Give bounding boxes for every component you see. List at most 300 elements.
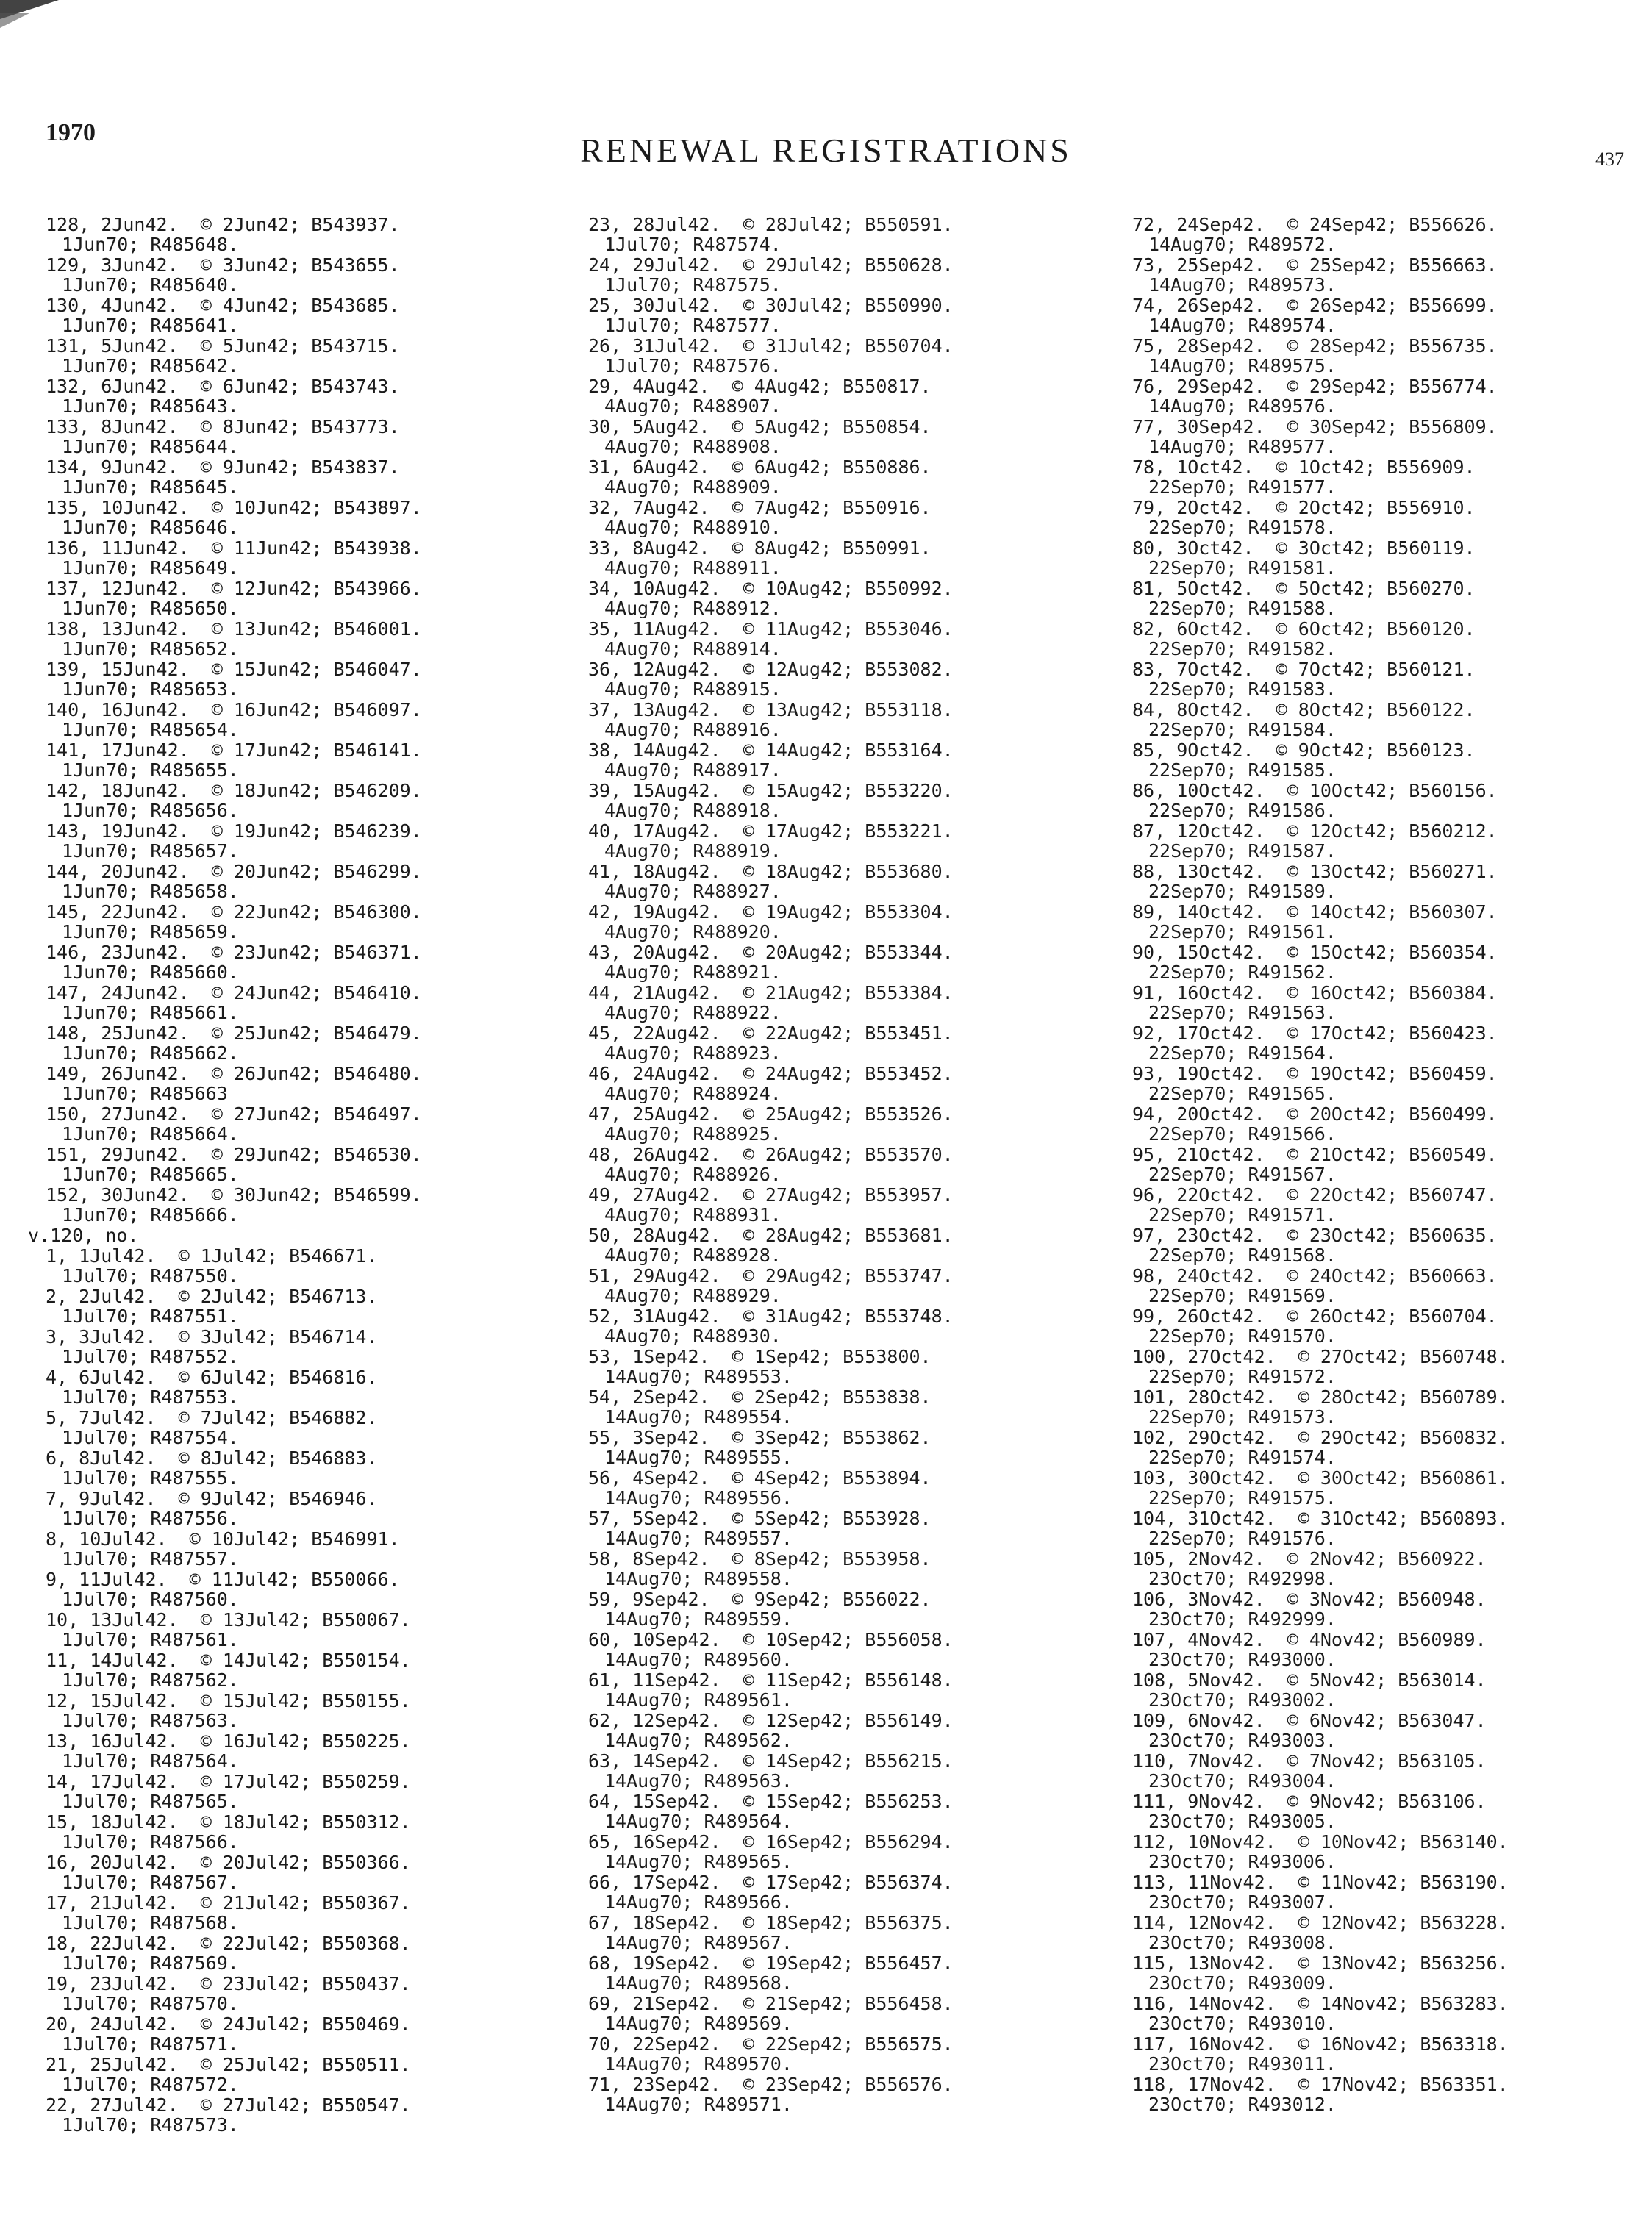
entry-renewal-line: 14Aug70; R489571. — [604, 2094, 793, 2115]
entry-registration-line: 24, 29Jul42. © 29Jul42; B550628. — [588, 254, 954, 276]
entry-registration-line: 57, 5Sep42. © 5Sep42; B553928. — [588, 1508, 932, 1529]
entry-renewal-line: 4Aug70; R488910. — [604, 517, 782, 538]
entry-registration-line: 110, 7Nov42. © 7Nov42; B563105. — [1132, 1750, 1487, 1772]
entry-registration-line: 103, 30Oct42. © 30Oct42; B560861. — [1132, 1467, 1509, 1489]
entry-registration-line: 47, 25Aug42. © 25Aug42; B553526. — [588, 1103, 954, 1125]
entry-renewal-line: 1Jun70; R485642. — [62, 355, 239, 376]
entry-renewal-line: 23Oct70; R493005. — [1148, 1811, 1337, 1832]
entry-registration-line: 22, 27Jul42. © 27Jul42; B550547. — [46, 2094, 411, 2116]
entry-registration-line: 38, 14Aug42. © 14Aug42; B553164. — [588, 740, 954, 761]
registration-entry — [46, 2095, 546, 2136]
entry-renewal-line: 14Aug70; R489574. — [1148, 315, 1337, 336]
volume-heading: v.120, no. — [28, 1225, 139, 1246]
entry-renewal-line: 14Aug70; R489565. — [604, 1851, 793, 1872]
entry-registration-line: 141, 17Jun42. © 17Jun42; B546141. — [46, 740, 422, 761]
registration-entry — [46, 1185, 546, 1225]
registration-entry — [588, 1589, 1088, 1630]
registration-entry — [1132, 1185, 1632, 1225]
entry-registration-line: 100, 27Oct42. © 27Oct42; B560748. — [1132, 1346, 1509, 1367]
registration-entry — [588, 902, 1088, 942]
entry-registration-line: 7, 9Jul42. © 9Jul42; B546946. — [46, 1488, 378, 1509]
entry-registration-line: 138, 13Jun42. © 13Jun42; B546001. — [46, 618, 422, 640]
registration-entry — [588, 1630, 1088, 1670]
registration-entry — [46, 862, 546, 902]
registration-entry — [46, 821, 546, 862]
entry-registration-line: 34, 10Aug42. © 10Aug42; B550992. — [588, 578, 954, 599]
registration-entry — [588, 700, 1088, 740]
entry-renewal-line: 23Oct70; R493002. — [1148, 1689, 1337, 1711]
page-number: 437 — [1595, 148, 1624, 170]
registration-entry — [46, 336, 546, 376]
entry-renewal-line: 4Aug70; R488914. — [604, 638, 782, 659]
entry-registration-line: 112, 10Nov42. © 10Nov42; B563140. — [1132, 1831, 1509, 1853]
entry-renewal-line: 1Jul70; R487563. — [62, 1710, 239, 1731]
registration-entry — [1132, 1468, 1632, 1508]
registration-entry — [588, 740, 1088, 781]
entry-registration-line: 99, 26Oct42. © 26Oct42; B560704. — [1132, 1306, 1498, 1327]
entry-renewal-line: 14Aug70; R489558. — [604, 1568, 793, 1589]
entry-registration-line: 63, 14Sep42. © 14Sep42; B556215. — [588, 1750, 954, 1772]
entry-registration-line: 114, 12Nov42. © 12Nov42; B563228. — [1132, 1912, 1509, 1933]
registration-entry — [588, 1266, 1088, 1306]
entry-renewal-line: 22Sep70; R491569. — [1148, 1285, 1337, 1306]
registration-entry — [46, 659, 546, 700]
registration-entry — [588, 296, 1088, 336]
entry-renewal-line: 22Sep70; R491571. — [1148, 1204, 1337, 1225]
registration-entry — [1132, 498, 1632, 538]
registration-entry — [1132, 579, 1632, 619]
entry-renewal-line: 1Jun70; R485662. — [62, 1042, 239, 1064]
entry-registration-line: 13, 16Jul42. © 16Jul42; B550225. — [46, 1730, 411, 1752]
entry-registration-line: 143, 19Jun42. © 19Jun42; B546239. — [46, 820, 422, 842]
registration-entry — [1132, 417, 1632, 457]
entry-registration-line: 61, 11Sep42. © 11Sep42; B556148. — [588, 1669, 954, 1691]
registration-entry — [1132, 862, 1632, 902]
entry-registration-line: 107, 4Nov42. © 4Nov42; B560989. — [1132, 1629, 1487, 1650]
entry-renewal-line: 1Jun70; R485652. — [62, 638, 239, 659]
registration-entry — [588, 1145, 1088, 1185]
entry-registration-line: 2, 2Jul42. © 2Jul42; B546713. — [46, 1286, 378, 1307]
entry-renewal-line: 14Aug70; R489555. — [604, 1447, 793, 1468]
entry-renewal-line: 14Aug70; R489575. — [1148, 355, 1337, 376]
registration-entry — [588, 457, 1088, 498]
entry-registration-line: 79, 2Oct42. © 2Oct42; B556910. — [1132, 497, 1476, 518]
entry-registration-line: 68, 19Sep42. © 19Sep42; B556457. — [588, 1953, 954, 1974]
entry-renewal-line: 1Jul70; R487575. — [604, 274, 782, 296]
entry-registration-line: 140, 16Jun42. © 16Jun42; B546097. — [46, 699, 422, 720]
registration-entry — [588, 1508, 1088, 1549]
entry-registration-line: 33, 8Aug42. © 8Aug42; B550991. — [588, 537, 932, 559]
entry-renewal-line: 22Sep70; R491573. — [1148, 1406, 1337, 1428]
registration-entry — [1132, 1145, 1632, 1185]
entry-registration-line: 137, 12Jun42. © 12Jun42; B543966. — [46, 578, 422, 599]
registration-entry — [1132, 1792, 1632, 1832]
entry-registration-line: 75, 28Sep42. © 28Sep42; B556735. — [1132, 335, 1498, 357]
registration-entry — [1132, 1630, 1632, 1670]
entry-renewal-line: 23Oct70; R493007. — [1148, 1891, 1337, 1913]
entry-renewal-line: 1Jul70; R487568. — [62, 1912, 239, 1933]
entry-renewal-line: 22Sep70; R491574. — [1148, 1447, 1337, 1468]
registration-entry — [46, 498, 546, 538]
entry-renewal-line: 23Oct70; R492999. — [1148, 1608, 1337, 1630]
entry-renewal-line: 22Sep70; R491589. — [1148, 881, 1337, 902]
entry-registration-line: 132, 6Jun42. © 6Jun42; B543743. — [46, 376, 400, 397]
registration-entry — [588, 1225, 1088, 1266]
registration-entry — [46, 942, 546, 983]
entry-renewal-line: 22Sep70; R491582. — [1148, 638, 1337, 659]
entry-registration-line: 55, 3Sep42. © 3Sep42; B553862. — [588, 1427, 932, 1448]
entry-registration-line: 130, 4Jun42. © 4Jun42; B543685. — [46, 295, 400, 316]
entry-registration-line: 74, 26Sep42. © 26Sep42; B556699. — [1132, 295, 1498, 316]
registration-entry — [46, 740, 546, 781]
entry-registration-line: 152, 30Jun42. © 30Jun42; B546599. — [46, 1184, 422, 1206]
entry-registration-line: 14, 17Jul42. © 17Jul42; B550259. — [46, 1771, 411, 1792]
entry-renewal-line: 22Sep70; R491583. — [1148, 679, 1337, 700]
entry-renewal-line: 22Sep70; R491563. — [1148, 1002, 1337, 1023]
entry-registration-line: 65, 16Sep42. © 16Sep42; B556294. — [588, 1831, 954, 1853]
entry-renewal-line: 14Aug70; R489556. — [604, 1487, 793, 1508]
registration-entry — [588, 1347, 1088, 1387]
registration-entry — [588, 1994, 1088, 2034]
entry-registration-line: 77, 30Sep42. © 30Sep42; B556809. — [1132, 416, 1498, 437]
registration-entry — [1132, 740, 1632, 781]
entry-registration-line: 21, 25Jul42. © 25Jul42; B550511. — [46, 2054, 411, 2075]
registration-entry — [46, 1731, 546, 1772]
registration-entry — [1132, 1064, 1632, 1104]
entry-registration-line: 80, 3Oct42. © 3Oct42; B560119. — [1132, 537, 1476, 559]
entry-renewal-line: 1Jul70; R487557. — [62, 1548, 239, 1570]
registration-entry — [1132, 1913, 1632, 1953]
entry-registration-line: 10, 13Jul42. © 13Jul42; B550067. — [46, 1609, 411, 1631]
registration-entry — [588, 862, 1088, 902]
entry-registration-line: 151, 29Jun42. © 29Jun42; B546530. — [46, 1144, 422, 1165]
registration-entry — [46, 1529, 546, 1570]
registration-entry — [46, 700, 546, 740]
entry-registration-line: 111, 9Nov42. © 9Nov42; B563106. — [1132, 1791, 1487, 1812]
entry-registration-line: 90, 15Oct42. © 15Oct42; B560354. — [1132, 942, 1498, 963]
page-header — [0, 0, 1652, 206]
registration-entry — [1132, 1306, 1632, 1347]
entry-registration-line: 67, 18Sep42. © 18Sep42; B556375. — [588, 1912, 954, 1933]
registration-entry — [46, 983, 546, 1023]
registration-entry — [588, 215, 1088, 255]
entry-registration-line: 42, 19Aug42. © 19Aug42; B553304. — [588, 901, 954, 923]
entry-registration-line: 48, 26Aug42. © 26Aug42; B553570. — [588, 1144, 954, 1165]
entry-renewal-line: 14Aug70; R489573. — [1148, 274, 1337, 296]
entry-registration-line: 135, 10Jun42. © 10Jun42; B543897. — [46, 497, 422, 518]
entry-renewal-line: 22Sep70; R491564. — [1148, 1042, 1337, 1064]
entry-renewal-line: 22Sep70; R491586. — [1148, 800, 1337, 821]
registration-entry — [46, 1286, 546, 1327]
entry-renewal-line: 4Aug70; R488926. — [604, 1164, 782, 1185]
registration-entry — [1132, 821, 1632, 862]
entry-renewal-line: 14Aug70; R489569. — [604, 2013, 793, 2034]
registration-entry — [588, 781, 1088, 821]
entry-registration-line: 46, 24Aug42. © 24Aug42; B553452. — [588, 1063, 954, 1084]
registration-entry — [46, 2014, 546, 2055]
entry-renewal-line: 14Aug70; R489554. — [604, 1406, 793, 1428]
entry-renewal-line: 1Jul70; R487565. — [62, 1791, 239, 1812]
entry-renewal-line: 23Oct70; R493006. — [1148, 1851, 1337, 1872]
registration-entry — [1132, 1387, 1632, 1428]
entry-registration-line: 36, 12Aug42. © 12Aug42; B553082. — [588, 659, 954, 680]
entry-registration-line: 115, 13Nov42. © 13Nov42; B563256. — [1132, 1953, 1509, 1974]
entry-registration-line: 134, 9Jun42. © 9Jun42; B543837. — [46, 457, 400, 478]
entry-registration-line: 142, 18Jun42. © 18Jun42; B546209. — [46, 780, 422, 801]
registration-entry — [588, 1953, 1088, 1994]
entry-renewal-line: 1Jun70; R485644. — [62, 436, 239, 457]
entry-registration-line: 50, 28Aug42. © 28Aug42; B553681. — [588, 1225, 954, 1246]
entry-renewal-line: 1Jun70; R485664. — [62, 1123, 239, 1145]
entry-renewal-line: 1Jul70; R487560. — [62, 1589, 239, 1610]
entry-registration-line: 71, 23Sep42. © 23Sep42; B556576. — [588, 2074, 954, 2095]
entry-registration-line: 82, 6Oct42. © 6Oct42; B560120. — [1132, 618, 1476, 640]
entry-registration-line: 148, 25Jun42. © 25Jun42; B546479. — [46, 1023, 422, 1044]
registration-entry — [46, 1064, 546, 1104]
entry-renewal-line: 1Jul70; R487573. — [62, 2114, 239, 2136]
registration-entry — [588, 336, 1088, 376]
entry-registration-line: 12, 15Jul42. © 15Jul42; B550155. — [46, 1690, 411, 1711]
entry-registration-line: 62, 12Sep42. © 12Sep42; B556149. — [588, 1710, 954, 1731]
entry-registration-line: 26, 31Jul42. © 31Jul42; B550704. — [588, 335, 954, 357]
registration-entry — [588, 255, 1088, 296]
registration-entry — [588, 1872, 1088, 1913]
entry-registration-line: 3, 3Jul42. © 3Jul42; B546714. — [46, 1326, 378, 1347]
registration-entry — [46, 1853, 546, 1893]
entry-registration-line: 149, 26Jun42. © 26Jun42; B546480. — [46, 1063, 422, 1084]
entry-renewal-line: 4Aug70; R488923. — [604, 1042, 782, 1064]
entry-registration-line: 43, 20Aug42. © 20Aug42; B553344. — [588, 942, 954, 963]
entry-renewal-line: 23Oct70; R492998. — [1148, 1568, 1337, 1589]
entry-renewal-line: 23Oct70; R493012. — [1148, 2094, 1337, 2115]
entry-renewal-line: 1Jun70; R485643. — [62, 395, 239, 417]
entry-registration-line: 91, 16Oct42. © 16Oct42; B560384. — [1132, 982, 1498, 1003]
entry-renewal-line: 4Aug70; R488915. — [604, 679, 782, 700]
entry-registration-line: 5, 7Jul42. © 7Jul42; B546882. — [46, 1407, 378, 1428]
entry-registration-line: 15, 18Jul42. © 18Jul42; B550312. — [46, 1811, 411, 1833]
entry-renewal-line: 22Sep70; R491578. — [1148, 517, 1337, 538]
registration-entry — [46, 1933, 546, 1974]
entry-renewal-line: 14Aug70; R489572. — [1148, 234, 1337, 255]
entry-registration-line: 92, 17Oct42. © 17Oct42; B560423. — [1132, 1023, 1498, 1044]
registration-entry — [1132, 700, 1632, 740]
entry-renewal-line: 22Sep70; R491562. — [1148, 962, 1337, 983]
registration-entry — [46, 1650, 546, 1691]
registration-entry — [46, 255, 546, 296]
entry-renewal-line: 22Sep70; R491568. — [1148, 1245, 1337, 1266]
entry-registration-line: 128, 2Jun42. © 2Jun42; B543937. — [46, 214, 400, 235]
entry-renewal-line: 23Oct70; R493010. — [1148, 2013, 1337, 2034]
entry-renewal-line: 22Sep70; R491587. — [1148, 840, 1337, 862]
entry-registration-line: 73, 25Sep42. © 25Sep42; B556663. — [1132, 254, 1498, 276]
entry-registration-line: 76, 29Sep42. © 29Sep42; B556774. — [1132, 376, 1498, 397]
entry-registration-line: 45, 22Aug42. © 22Aug42; B553451. — [588, 1023, 954, 1044]
registration-entry — [588, 1832, 1088, 1872]
entry-renewal-line: 4Aug70; R488916. — [604, 719, 782, 740]
entry-registration-line: 44, 21Aug42. © 21Aug42; B553384. — [588, 982, 954, 1003]
entry-registration-line: 113, 11Nov42. © 11Nov42; B563190. — [1132, 1872, 1509, 1893]
entry-renewal-line: 4Aug70; R488912. — [604, 598, 782, 619]
registration-entry — [1132, 1023, 1632, 1064]
entry-renewal-line: 14Aug70; R489561. — [604, 1689, 793, 1711]
entry-renewal-line: 1Jun70; R485640. — [62, 274, 239, 296]
entry-registration-line: 93, 19Oct42. © 19Oct42; B560459. — [1132, 1063, 1498, 1084]
registration-entry — [46, 376, 546, 417]
entry-registration-line: 19, 23Jul42. © 23Jul42; B550437. — [46, 1973, 411, 1994]
registration-entry — [46, 215, 546, 255]
registration-entry — [588, 1549, 1088, 1589]
entry-registration-line: 139, 15Jun42. © 15Jun42; B546047. — [46, 659, 422, 680]
registration-entry — [1132, 255, 1632, 296]
registration-entry — [46, 296, 546, 336]
registration-entry — [588, 498, 1088, 538]
entry-renewal-line: 23Oct70; R493008. — [1148, 1932, 1337, 1953]
entry-registration-line: 145, 22Jun42. © 22Jun42; B546300. — [46, 901, 422, 923]
entry-renewal-line: 22Sep70; R491584. — [1148, 719, 1337, 740]
registration-entry — [1132, 296, 1632, 336]
registration-entry — [588, 417, 1088, 457]
registration-entry — [46, 619, 546, 659]
entry-renewal-line: 1Jul70; R487574. — [604, 234, 782, 255]
registration-entry — [588, 579, 1088, 619]
entry-renewal-line: 14Aug70; R489577. — [1148, 436, 1337, 457]
entry-renewal-line: 22Sep70; R491575. — [1148, 1487, 1337, 1508]
entry-registration-line: 60, 10Sep42. © 10Sep42; B556058. — [588, 1629, 954, 1650]
entry-renewal-line: 1Jul70; R487566. — [62, 1831, 239, 1853]
entry-renewal-line: 22Sep70; R491572. — [1148, 1366, 1337, 1387]
entry-registration-line: 30, 5Aug42. © 5Aug42; B550854. — [588, 416, 932, 437]
registration-entry — [1132, 1994, 1632, 2034]
entry-renewal-line: 23Oct70; R493004. — [1148, 1770, 1337, 1792]
registration-entry — [1132, 659, 1632, 700]
entry-registration-line: 101, 28Oct42. © 28Oct42; B560789. — [1132, 1386, 1509, 1408]
entry-renewal-line: 1Jun70; R485655. — [62, 759, 239, 781]
entry-renewal-line: 22Sep70; R491576. — [1148, 1528, 1337, 1549]
entry-renewal-line: 4Aug70; R488909. — [604, 476, 782, 498]
entry-renewal-line: 4Aug70; R488925. — [604, 1123, 782, 1145]
entry-renewal-line: 14Aug70; R489553. — [604, 1366, 793, 1387]
registration-entry — [46, 1448, 546, 1489]
entry-renewal-line: 1Jun70; R485661. — [62, 1002, 239, 1023]
registration-entry — [46, 1610, 546, 1650]
entry-renewal-line: 4Aug70; R488908. — [604, 436, 782, 457]
entry-renewal-line: 1Jun70; R485641. — [62, 315, 239, 336]
entry-registration-line: 87, 12Oct42. © 12Oct42; B560212. — [1132, 820, 1498, 842]
entry-renewal-line: 23Oct70; R493003. — [1148, 1730, 1337, 1751]
entry-registration-line: 133, 8Jun42. © 8Jun42; B543773. — [46, 416, 400, 437]
registration-entry — [46, 1489, 546, 1529]
entry-registration-line: 40, 17Aug42. © 17Aug42; B553221. — [588, 820, 954, 842]
registration-entry — [588, 1428, 1088, 1468]
registration-entry — [588, 1023, 1088, 1064]
registration-entry — [1132, 1428, 1632, 1468]
registration-entry — [46, 1691, 546, 1731]
entry-registration-line: 11, 14Jul42. © 14Jul42; B550154. — [46, 1650, 411, 1671]
registration-entry — [1132, 619, 1632, 659]
entry-registration-line: 53, 1Sep42. © 1Sep42; B553800. — [588, 1346, 932, 1367]
entry-renewal-line: 1Jun70; R485654. — [62, 719, 239, 740]
entry-registration-line: 39, 15Aug42. © 15Aug42; B553220. — [588, 780, 954, 801]
entry-registration-line: 8, 10Jul42. © 10Jul42; B546991. — [46, 1528, 400, 1550]
entry-registration-line: 104, 31Oct42. © 31Oct42; B560893. — [1132, 1508, 1509, 1529]
registration-entry — [588, 538, 1088, 579]
entry-renewal-line: 1Jun70; R485645. — [62, 476, 239, 498]
entry-renewal-line: 1Jul70; R487555. — [62, 1467, 239, 1489]
registration-entry — [1132, 1751, 1632, 1792]
entry-registration-line: 118, 17Nov42. © 17Nov42; B563351. — [1132, 2074, 1509, 2095]
entry-renewal-line: 22Sep70; R491566. — [1148, 1123, 1337, 1145]
entry-renewal-line: 22Sep70; R491577. — [1148, 476, 1337, 498]
entry-registration-line: 32, 7Aug42. © 7Aug42; B550916. — [588, 497, 932, 518]
registration-entry — [1132, 1266, 1632, 1306]
registration-entry — [46, 2055, 546, 2095]
entry-renewal-line: 23Oct70; R493000. — [1148, 1649, 1337, 1670]
entry-renewal-line: 4Aug70; R488930. — [604, 1325, 782, 1347]
entry-registration-line: 17, 21Jul42. © 21Jul42; B550367. — [46, 1892, 411, 1914]
entry-registration-line: 59, 9Sep42. © 9Sep42; B556022. — [588, 1589, 932, 1610]
registration-entry — [588, 1751, 1088, 1792]
registration-entry — [588, 1387, 1088, 1428]
registration-entry — [46, 1327, 546, 1367]
registration-entry — [588, 619, 1088, 659]
entry-renewal-line: 14Aug70; R489566. — [604, 1891, 793, 1913]
registration-entry — [1132, 902, 1632, 942]
text-column-middle — [588, 215, 1088, 2229]
entry-renewal-line: 1Jun70; R485666. — [62, 1204, 239, 1225]
entry-renewal-line: 23Oct70; R493009. — [1148, 1972, 1337, 1994]
registration-entry — [588, 1468, 1088, 1508]
registration-entry — [1132, 538, 1632, 579]
entry-renewal-line: 1Jun70; R485657. — [62, 840, 239, 862]
entry-registration-line: 108, 5Nov42. © 5Nov42; B563014. — [1132, 1669, 1487, 1691]
entry-renewal-line: 23Oct70; R493011. — [1148, 2053, 1337, 2075]
entry-registration-line: 72, 24Sep42. © 24Sep42; B556626. — [1132, 214, 1498, 235]
entry-registration-line: 88, 13Oct42. © 13Oct42; B560271. — [1132, 861, 1498, 882]
entry-registration-line: 106, 3Nov42. © 3Nov42; B560948. — [1132, 1589, 1487, 1610]
entry-renewal-line: 14Aug70; R489562. — [604, 1730, 793, 1751]
registration-entry — [46, 902, 546, 942]
entry-registration-line: 52, 31Aug42. © 31Aug42; B553748. — [588, 1306, 954, 1327]
registration-entry — [588, 821, 1088, 862]
entry-renewal-line: 14Aug70; R489557. — [604, 1528, 793, 1549]
entry-renewal-line: 4Aug70; R488921. — [604, 962, 782, 983]
entry-renewal-line: 4Aug70; R488928. — [604, 1245, 782, 1266]
entry-registration-line: 109, 6Nov42. © 6Nov42; B563047. — [1132, 1710, 1487, 1731]
scan-corner-mark-shadow — [0, 13, 29, 28]
registration-entry — [46, 1023, 546, 1064]
entry-registration-line: 9, 11Jul42. © 11Jul42; B550066. — [46, 1569, 400, 1590]
running-head-year: 1970 — [46, 119, 96, 146]
entry-registration-line: 58, 8Sep42. © 8Sep42; B553958. — [588, 1548, 932, 1570]
entry-renewal-line: 1Jul70; R487577. — [604, 315, 782, 336]
entry-registration-line: 1, 1Jul42. © 1Jul42; B546671. — [46, 1245, 378, 1267]
entry-renewal-line: 14Aug70; R489568. — [604, 1972, 793, 1994]
entry-renewal-line: 1Jun70; R485658. — [62, 881, 239, 902]
registration-entry — [588, 1792, 1088, 1832]
entry-renewal-line: 1Jul70; R487569. — [62, 1953, 239, 1974]
entry-registration-line: 98, 24Oct42. © 24Oct42; B560663. — [1132, 1265, 1498, 1286]
text-column-right — [1132, 215, 1632, 2229]
entry-registration-line: 105, 2Nov42. © 2Nov42; B560922. — [1132, 1548, 1487, 1570]
entry-renewal-line: 4Aug70; R488931. — [604, 1204, 782, 1225]
registration-entry — [1132, 2034, 1632, 2075]
entry-renewal-line: 1Jun70; R485665. — [62, 1164, 239, 1185]
entry-registration-line: 6, 8Jul42. © 8Jul42; B546883. — [46, 1447, 378, 1469]
entry-registration-line: 102, 29Oct42. © 29Oct42; B560832. — [1132, 1427, 1509, 1448]
entry-renewal-line: 14Aug70; R489560. — [604, 1649, 793, 1670]
entry-registration-line: 89, 14Oct42. © 14Oct42; B560307. — [1132, 901, 1498, 923]
entry-registration-line: 117, 16Nov42. © 16Nov42; B563318. — [1132, 2033, 1509, 2055]
